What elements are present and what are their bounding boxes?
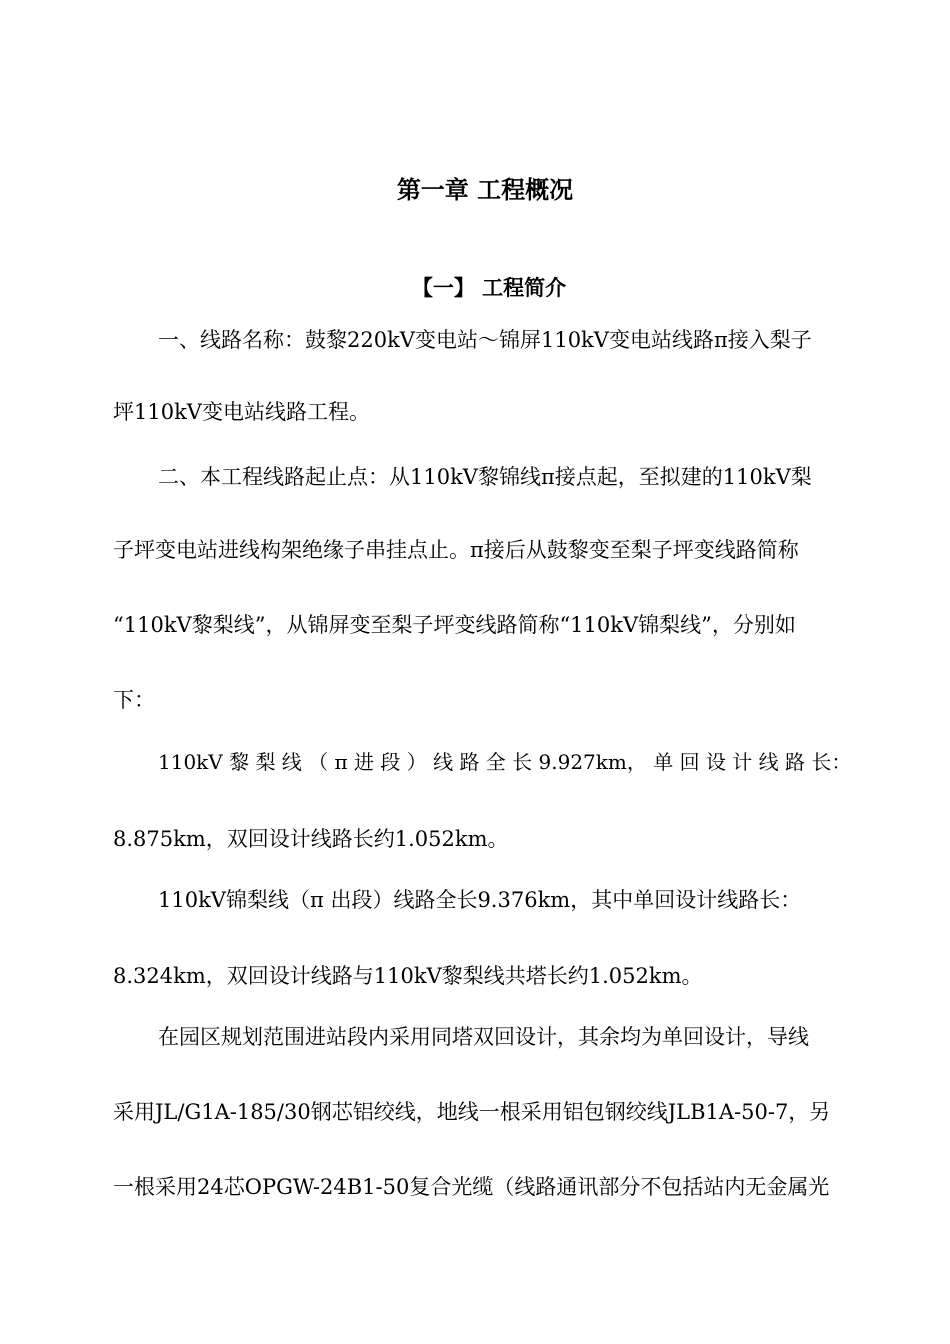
paragraph-line: 子坪变电站进线构架绝缘子串挂点止。π接后从鼓黎变至梨子坪变线路简称 xyxy=(113,538,799,562)
paragraph-line: “110kV黎梨线”，从锦屏变至梨子坪变线路简称“110kV锦梨线”，分别如 xyxy=(113,613,796,637)
chapter-title: 第一章 工程概况 xyxy=(396,176,574,204)
paragraph-line: 一、线路名称：鼓黎220kV变电站～锦屏110kV变电站线路π接入梨子 xyxy=(158,328,812,352)
section-title: 【一】 工程简介 xyxy=(411,276,567,300)
paragraph-line: 一根采用24芯OPGW-24B1-50复合光缆（线路通讯部分不包括站内无金属光 xyxy=(113,1175,830,1199)
paragraph-line: 8.875km，双回设计线路长约1.052km。 xyxy=(113,827,509,851)
paragraph-line: 采用JL/G1A-185/30钢芯铝绞线，地线一根采用铝包钢绞线JLB1A-50-7，另 xyxy=(113,1100,831,1124)
paragraph-line: 110kV 黎 梨 线 （ π 进 段 ） 线 路 全 长 9.927km， 单 回 设 计 线 路 长： xyxy=(158,750,852,774)
paragraph-line: 二、本工程线路起止点：从110kV黎锦线π接点起，至拟建的110kV梨 xyxy=(158,465,812,489)
paragraph-line: 坪110kV变电站线路工程。 xyxy=(113,400,370,424)
paragraph-line: 下： xyxy=(113,688,155,712)
paragraph-line: 8.324km，双回设计线路与110kV黎梨线共塔长约1.052km。 xyxy=(113,964,703,988)
paragraph-line: 在园区规划范围进站段内采用同塔双回设计，其余均为单回设计，导线 xyxy=(158,1025,809,1049)
paragraph-line: 110kV锦梨线（π 出段）线路全长9.376km，其中单回设计线路长： xyxy=(158,888,802,912)
